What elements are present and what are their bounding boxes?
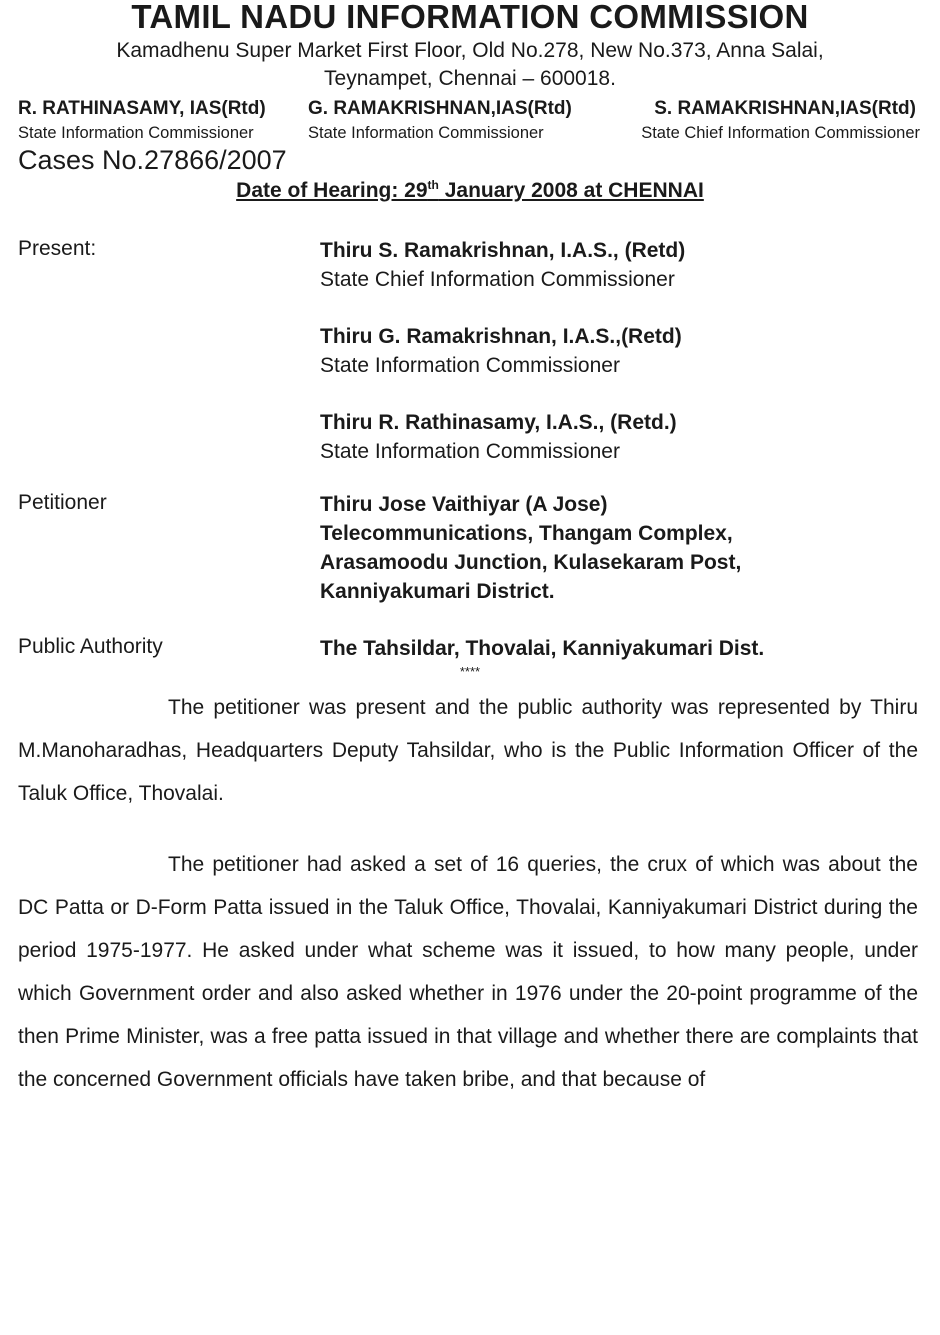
commissioner-2: [308, 96, 572, 144]
public-authority-label: Public Authority: [18, 635, 163, 658]
petitioner-line: Thiru Jose Vaithiyar (A Jose): [320, 493, 608, 516]
commissioner-name: R. RATHINASAMY, IAS(Rtd): [18, 98, 266, 119]
commissioner-role: State Information Commissioner: [308, 124, 544, 142]
commissioner-role: State Information Commissioner: [18, 124, 254, 142]
present-member-2: [320, 322, 682, 380]
petitioner-line: Kanniyakumari District.: [320, 580, 555, 603]
hearing-date: Date of Hearing: 29th January 2008 at CHENNAI: [236, 178, 704, 202]
petitioner-line: Telecommunications, Thangam Complex,: [320, 522, 733, 545]
commissioner-role: State Chief Information Commissioner: [641, 124, 920, 142]
separator: ****: [459, 664, 481, 679]
commissioner-3: [641, 96, 920, 144]
member-role: State Information Commissioner: [320, 440, 620, 463]
member-role: State Information Commissioner: [320, 354, 620, 377]
public-authority-value: The Tahsildar, Thovalai, Kanniyakumari Dist.: [320, 637, 765, 660]
member-role: State Chief Information Commissioner: [320, 268, 675, 291]
present-label: Present:: [18, 237, 97, 260]
address-line-2: Teynampet, Chennai – 600018.: [324, 67, 616, 90]
present-member-1: [320, 236, 685, 294]
commission-title: TAMIL NADU INFORMATION COMMISSION: [131, 0, 809, 35]
case-number: Cases No.27866/2007: [18, 145, 287, 175]
paragraph-2: The petitioner had asked a set of 16 queries, the crux of which was about the DC Patta or D-Form Patta issued in the Taluk Office, Thovalai, Kanniyakumari District during the period 1975-1977. He asked under what scheme was it issued, to how many people, under which Government order and also asked whether in 1976 under the 20-point programme of the then Prime Minister, was a free patta issued in that village and whether there are complaints that the concerned Government officials have taken bribe, and that because of: [18, 853, 918, 1091]
address-line-1: Kamadhenu Super Market First Floor, Old No.278, New No.373, Anna Salai,: [116, 39, 824, 62]
petitioner-line: Arasamoodu Junction, Kulasekaram Post,: [320, 551, 742, 574]
petitioner-details: [320, 490, 741, 606]
petitioner-label: Petitioner: [18, 491, 107, 514]
member-name: Thiru S. Ramakrishnan, I.A.S., (Retd): [320, 239, 686, 262]
member-name: Thiru G. Ramakrishnan, I.A.S.,(Retd): [320, 325, 682, 348]
paragraph-1: The petitioner was present and the public authority was represented by Thiru M.Manoharadhas, Headquarters Deputy Tahsildar, who is the Public Information Officer of the Taluk Office, Thovalai.: [18, 696, 918, 805]
commissioner-name: G. RAMAKRISHNAN,IAS(Rtd): [308, 98, 572, 119]
member-name: Thiru R. Rathinasamy, I.A.S., (Retd.): [320, 411, 677, 434]
present-member-3: [320, 408, 677, 466]
commissioner-name: S. RAMAKRISHNAN,IAS(Rtd): [654, 98, 916, 119]
commissioner-1: [18, 96, 266, 144]
